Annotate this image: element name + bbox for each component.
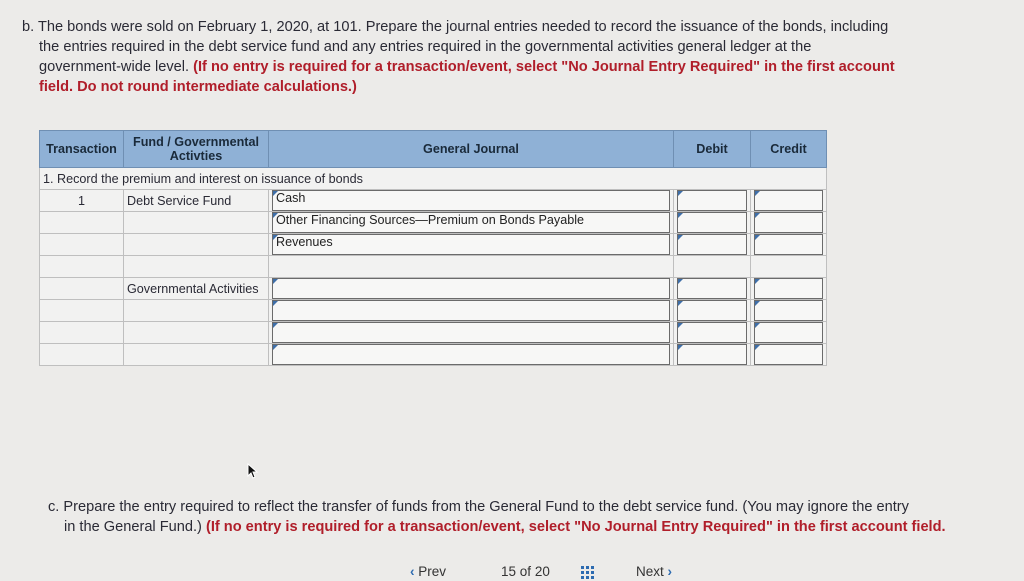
table-row xyxy=(40,256,827,278)
prev-button[interactable] xyxy=(410,564,446,579)
next-label: Next xyxy=(636,564,664,579)
account-select[interactable] xyxy=(272,344,670,365)
part-c-question xyxy=(48,497,948,537)
account-select[interactable] xyxy=(272,322,670,343)
table-row xyxy=(40,234,827,256)
part-b-instruction-cont: field. Do not round intermediate calculations.) xyxy=(39,79,357,95)
fund-governmental-activities: Governmental Activities xyxy=(124,278,269,300)
part-b-question xyxy=(22,17,952,97)
journal-entry-table xyxy=(39,130,827,366)
chevron-right-icon: › xyxy=(667,564,673,579)
debit-header: Debit xyxy=(674,131,751,168)
part-b-instruction: (If no entry is required for a transaction/event, select "No Journal Entry Required" in the first account xyxy=(193,59,895,75)
entry-caption: 1. Record the premium and interest on issuance of bonds xyxy=(40,168,827,190)
fund-debt-service: Debt Service Fund xyxy=(124,190,269,212)
credit-input[interactable] xyxy=(754,234,823,255)
credit-input[interactable] xyxy=(754,322,823,343)
table-row xyxy=(40,212,827,234)
debit-input[interactable] xyxy=(677,190,747,211)
credit-input[interactable] xyxy=(754,344,823,365)
credit-input[interactable] xyxy=(754,212,823,233)
mouse-cursor-icon xyxy=(247,463,259,479)
account-select[interactable]: Other Financing Sources—Premium on Bonds Payable xyxy=(272,212,670,233)
debit-input[interactable] xyxy=(677,212,747,233)
debit-input[interactable] xyxy=(677,234,747,255)
credit-input[interactable] xyxy=(754,300,823,321)
part-c-line1: c. Prepare the entry required to reflect the transfer of funds from the General Fund to the debt service fund. (You may ignore the entry xyxy=(48,499,909,515)
part-b-line1: b. The bonds were sold on February 1, 2020, at 101. Prepare the journal entries needed to record the issuance of the bonds, including xyxy=(22,19,889,35)
debit-input[interactable] xyxy=(677,344,747,365)
grid-icon[interactable] xyxy=(581,566,595,580)
debit-input[interactable] xyxy=(677,322,747,343)
table-row xyxy=(40,190,827,212)
debit-input[interactable] xyxy=(677,300,747,321)
table-row xyxy=(40,344,827,366)
part-b-line2: the entries required in the debt service fund and any entries required in the governmental activities general ledger at the xyxy=(39,39,812,55)
credit-input[interactable] xyxy=(754,278,823,299)
part-b-line3: government-wide level. xyxy=(39,59,194,75)
chevron-left-icon: ‹ xyxy=(410,564,415,579)
table-header-row xyxy=(40,131,827,168)
entry-caption-row xyxy=(40,168,827,190)
prev-label: Prev xyxy=(418,564,447,579)
total-pages: 20 xyxy=(534,564,550,579)
account-select[interactable] xyxy=(272,300,670,321)
current-page: 15 xyxy=(501,564,517,579)
next-button[interactable] xyxy=(636,564,672,579)
fund-header: Fund / Governmental Activties xyxy=(124,131,269,168)
account-select[interactable]: Revenues xyxy=(272,234,670,255)
table-row xyxy=(40,322,827,344)
credit-input[interactable] xyxy=(754,190,823,211)
table-row xyxy=(40,300,827,322)
part-c-instruction: (If no entry is required for a transaction/event, select "No Journal Entry Required" in the first account field. xyxy=(205,519,946,535)
page-indicator xyxy=(501,564,550,579)
general-journal-header: General Journal xyxy=(269,131,674,168)
transaction-header: Transaction xyxy=(40,131,124,168)
account-select[interactable] xyxy=(272,278,670,299)
debit-input[interactable] xyxy=(677,278,747,299)
transaction-number: 1 xyxy=(40,190,124,212)
account-select[interactable]: Cash xyxy=(272,190,670,211)
part-c-line2: in the General Fund.) xyxy=(64,519,206,535)
page-of-label: of xyxy=(519,564,532,579)
credit-header: Credit xyxy=(751,131,827,168)
table-row xyxy=(40,278,827,300)
